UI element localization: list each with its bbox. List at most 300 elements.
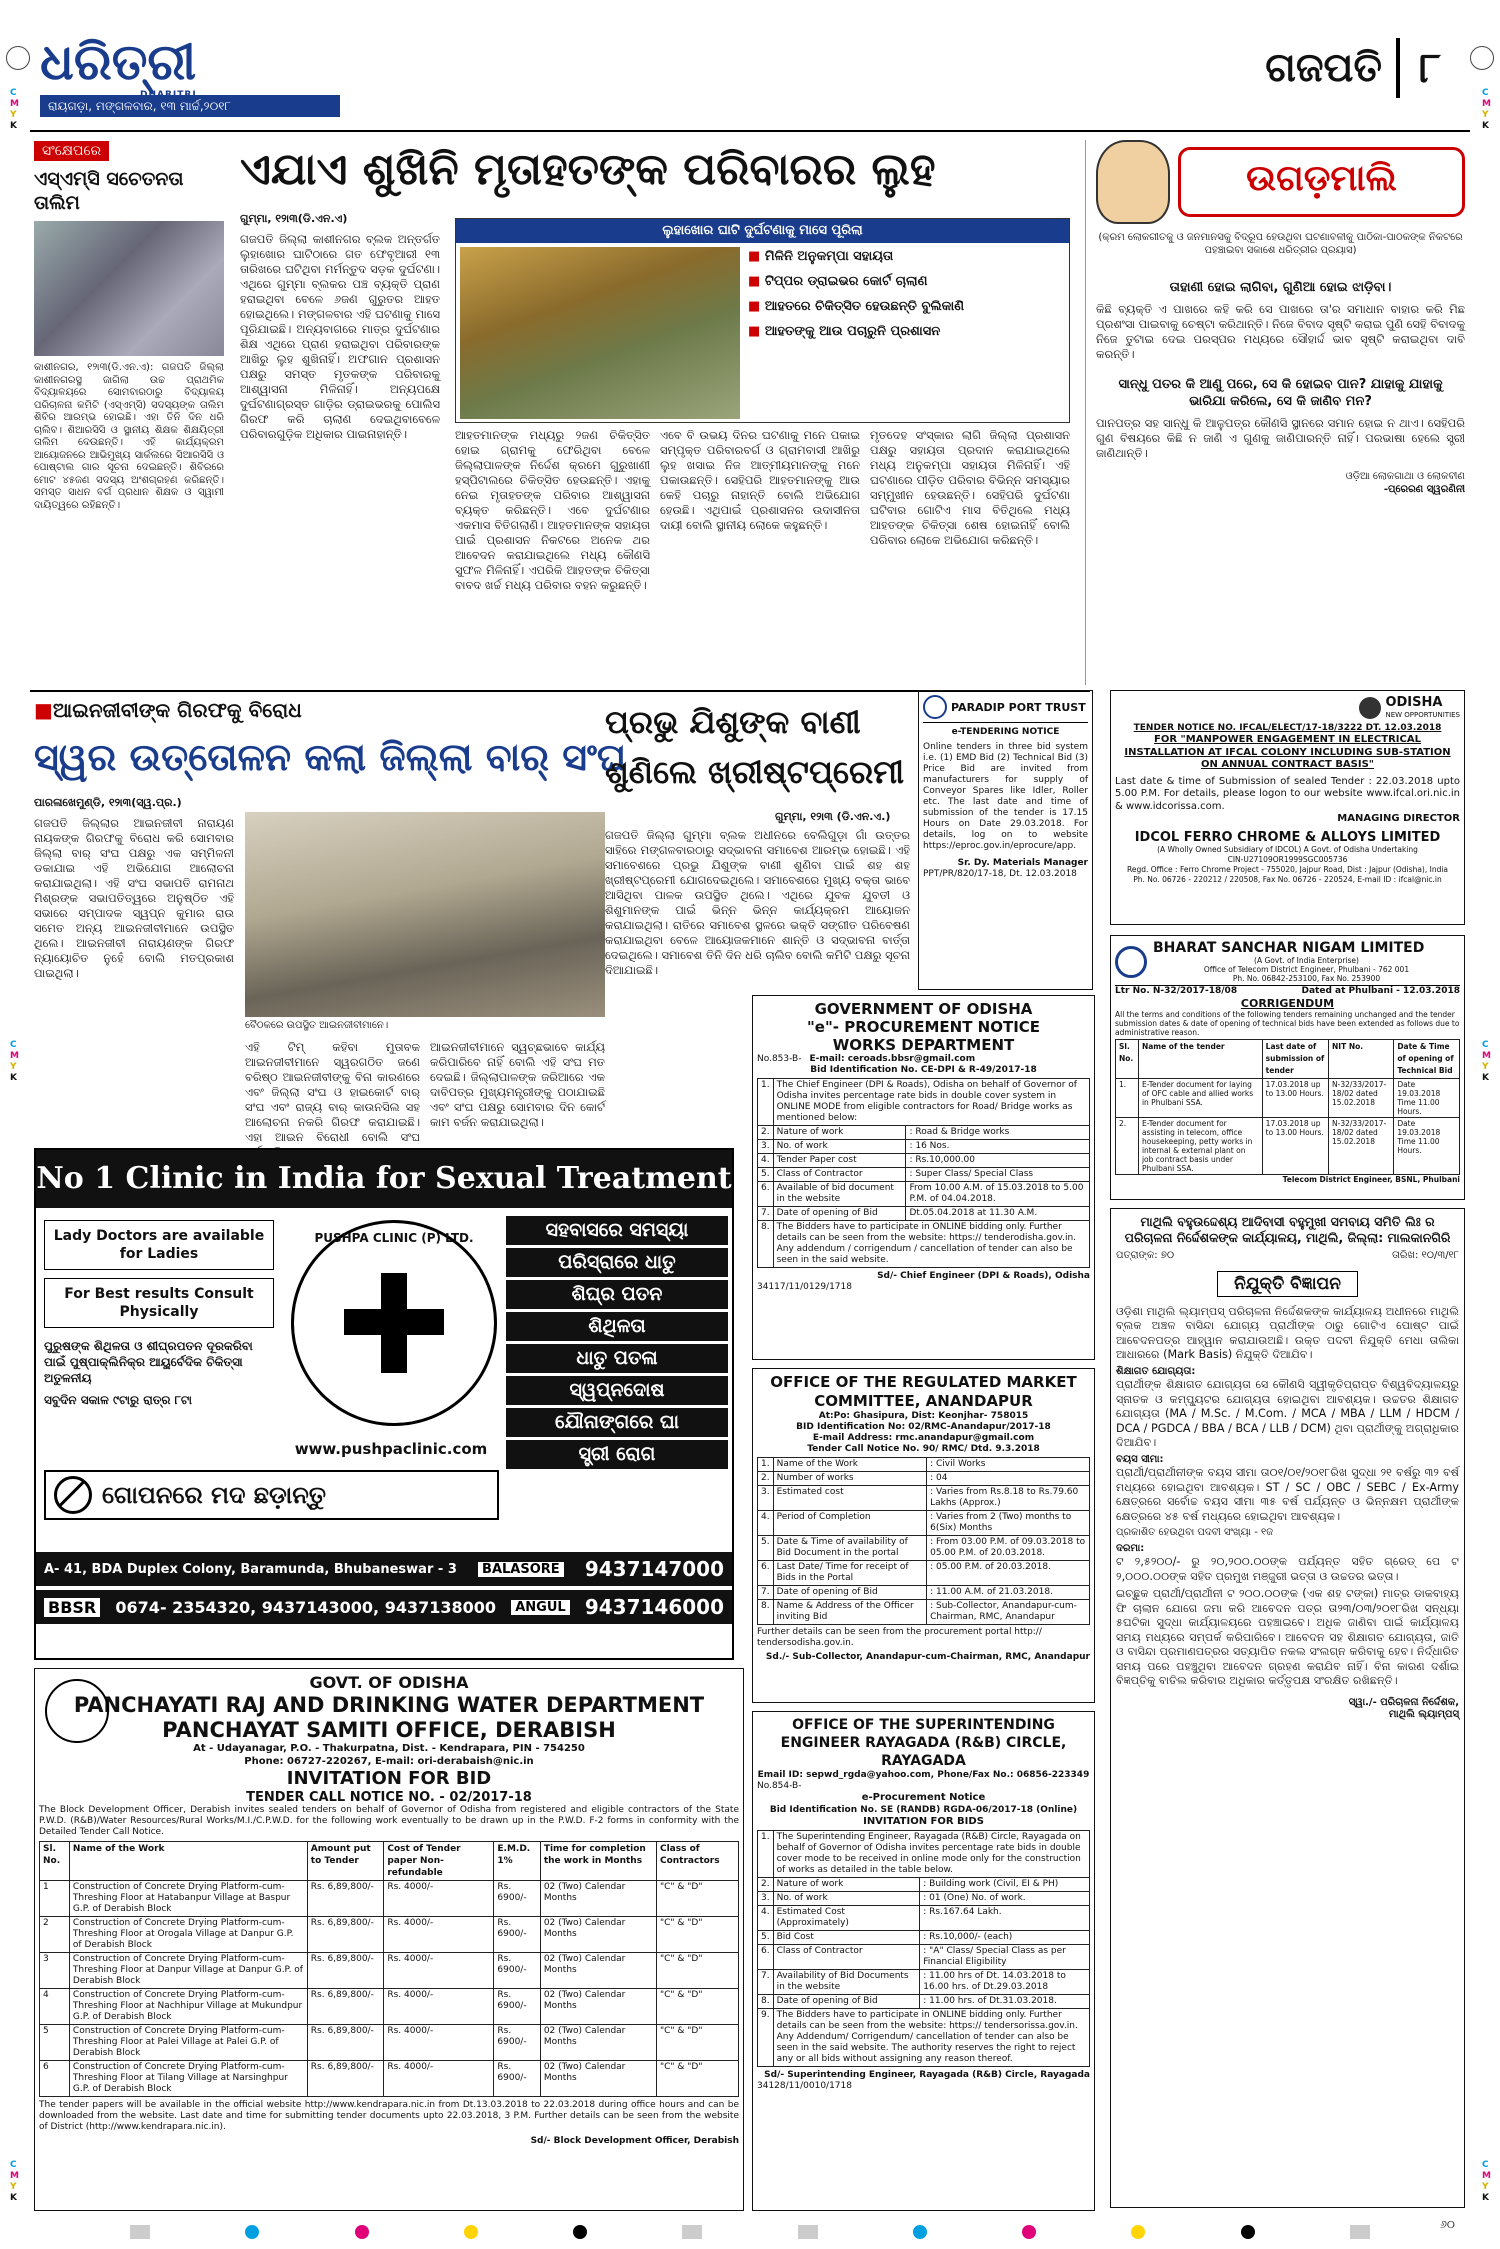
clinic-bbsr-phone: 0674- 2354320, 9437143000, 9437138000 <box>115 1597 497 1617</box>
table-cell: No. of work <box>773 1892 920 1906</box>
table-cell: : 01 (One) No. of work. <box>920 1892 1090 1906</box>
table-cell: E-Tender document for assisting in telecom, office housekeeping, petty works in internal & external plant on job contract basis under Phulbani SSA. <box>1138 1118 1262 1175</box>
ugadmali-intro: (କ୍ରମ ଲୋକଗୀତକୁ ଓ ଜନମାନସକୁ ବିଦ୍ରୂପ ହେଉଥିବା ଘଟଣାବଳୀକୁ ପାଠିକା-ପାଠକଙ୍କ ନିକଟରେ ପହଞ୍ଚାଇବା ସକାଶେ ଧରିତ୍ରୀର ପ୍ରୟାସ) <box>1098 232 1463 256</box>
table-cell: "C" & "D" <box>656 1989 738 2025</box>
bsnl-sub-2: Office of Telecom District Engineer, Phulbani - 762 001 <box>1203 965 1410 974</box>
table-cell: Name of the Work <box>773 1458 927 1472</box>
clinic-quit-banner <box>44 1470 499 1520</box>
registration-mark <box>1470 46 1494 70</box>
table-header: Name of the tender <box>1138 1040 1262 1079</box>
table-cell: 6 <box>40 2061 70 2097</box>
table-cell: : Super Class/ Special Class <box>906 1168 1090 1182</box>
table-cell: 7. <box>758 1586 774 1600</box>
lead-bullets <box>748 249 1063 339</box>
rayagada-h3: INVITATION FOR BIDS <box>863 1815 984 1827</box>
table-cell: 6. <box>758 1561 774 1586</box>
table-cell: Class of Contractor <box>773 1168 906 1182</box>
bsnl-table <box>1115 1039 1460 1175</box>
lead-bullet: ■ ଆହତରେ ଚିକିତ୍ସିତ ହେଉଛନ୍ତି ବୁଲିକାଣି <box>748 299 965 314</box>
masthead-logo: ଧରିତ୍ରୀ <box>40 32 197 91</box>
panchayat-phone: Phone: 06727-220267, E-mail: ori-derabaish@nic.in <box>244 1755 534 1767</box>
idcol-address: Regd. Office : Ferro Chrome Project - 755020, Jajpur Road, Dist : Jajpur (Odisha), India <box>1126 864 1449 874</box>
table-row <box>758 1458 1090 1472</box>
table-header: Amount put to Tender <box>307 1842 384 1881</box>
lawyers-kicker: ■ଆଇନଜୀବୀଙ୍କ ଗିରଫକୁ ବିରୋଧ <box>34 698 302 722</box>
table-cell: 1. <box>758 1458 774 1472</box>
color-bar <box>130 2225 1370 2239</box>
panchayat-call-no: TENDER CALL NOTICE NO. - 02/2017-18 <box>246 1790 532 1805</box>
table-row <box>758 1892 1090 1906</box>
table-cell: Nature of work <box>773 1878 920 1892</box>
table-cell: 17.03.2018 up to 13.00 Hours. <box>1262 1118 1328 1175</box>
table-cell: 4. <box>758 1906 774 1931</box>
lead-bullet: ■ ମିଳିନି ଅନୁକମ୍ପା ସହାୟତା <box>748 249 894 264</box>
bsnl-corrigendum: CORRIGENDUM <box>1240 997 1335 1010</box>
table-cell: Construction of Concrete Drying Platform-cum-Threshing Floor at Orogala Village at Danpur G.P. of Derabish Block <box>69 1917 307 1953</box>
table-cell: 7. <box>758 1970 774 1995</box>
table-row <box>758 1168 1090 1182</box>
clinic-address: A- 41, BDA Duplex Colony, Baramunda, Bhubaneswar - 3 <box>44 1561 457 1577</box>
table-cell: Rs. 4000/- <box>384 2061 494 2097</box>
market-email: E-mail Address: rmc.anandapur@gmail.com <box>812 1433 1035 1443</box>
panchayat-footer: The tender papers will be available in the official website http://www.kendrapara.nic.in from Dt.13.03.2018 to 22.03.2018 during office hours and can be downloaded from the website. Last date and time for submitting tender documents upto 22.03.2018, 3 P.M. Further details can be seen from the website of District (http://www.kendrapara.nic.in). <box>39 2100 739 2132</box>
table-cell: 2. <box>758 1126 774 1140</box>
lead-col-2: ଆହତମାନଙ୍କ ମଧ୍ୟରୁ ୨ଜଣ ଚିକିତ୍ସିତ ହୋଇ ଗ୍ରାମକୁ ଫେରିଥିବା ବେଳେ ଜିଲ୍ଲାପାଳଙ୍କ ନିର୍ଦ୍ଦେଶ କ୍ରମେ ଗୁରୁଖାଣୀ ହସ୍ପିଟାଲରେ ଚିକିତ୍ସିତ ହେଉଛନ୍ତି। ଏହାକୁ ନେଇ ମୃତାହତଙ୍କ ପରିବାର ଆଶ୍ୱାସନା ବ୍ୟକ୍ତ କରିଛନ୍ତି। ଏବେ ଦୁର୍ଘଟଣାର ଏକମାସ ବିତିଗଲାଣି। ଆହତମାନଙ୍କ ସହାୟତା ପାଇଁ ପ୍ରଶାସନ ନିକଟରେ ଅନେକ ଥର ଆବେଦନ କରାଯାଇଥିଲେ ମଧ୍ୟ କୌଣସି ସୁଫଳ ମିଳିନାହିଁ। ଏପରିକି ଆହତଙ୍କ ଚିକିତ୍ସା ବାବଦ ଖର୍ଚ୍ଚ ମଧ୍ୟ ପରିବାର ବହନ କରୁଛନ୍ତି। <box>455 428 650 592</box>
table-row <box>758 1600 1090 1625</box>
table-row <box>758 1511 1090 1536</box>
clinic-seal <box>291 1220 497 1426</box>
lead-col-1: ଗଜପତି ଜିଲ୍ଲା କାଶୀନଗର ବ୍ଲକ ଅନ୍ତର୍ଗତ ଲୁହାଖୋର ଘାଟିଠାରେ ଗତ ଫେବୃଆରୀ ୧୩ ତାରିଖରେ ଘଟିଥିବା ମର୍ମନ୍ତୁଦ ସଡ଼କ ଦୁର୍ଘଟଣା। ଏଥିରେ ଗୁମ୍ମା ବ୍ଲକର ପଞ୍ଚ ବ୍ୟକ୍ତି ପ୍ରାଣ ହରାଇଥିବା ବେଳେ ୬ଜଣ ଗୁରୁତର ଆହତ ହୋଇଥିଲେ। ମଙ୍ଗଳବାର ଏହି ଘଟଣାକୁ ମାସେ ପୂରିଯାଇଛି। ଅନ୍ୟବାଗରେ ମାତ୍ର ଦୁର୍ଘଟଣାର ଶିକ୍ଷ ଏଥିରେ ପ୍ରାଣ ହରାଇଥିବା ପରିବାରଙ୍କ ଆଖିରୁ ଲୁହ ଶୁଖିନାହିଁ। ଅଫଗାନ ପ୍ରଶାସନ ପକ୍ଷରୁ ସମସ୍ତ ମୃତକଙ୍କ ପରିବାରକୁ ଆଶ୍ୱାସନା ମିଳିନାହିଁ। ଅନ୍ୟପକ୍ଷେ ଦୁର୍ଘଟଣାଗ୍ରସ୍ତ ଗାଡ଼ିର ଡ୍ରାଇଭରକୁ ପୋଲିସ ଗିରଫ କରି ଚାଲାଣ ଦେଇଥିବାବେଳେ ପରିବାରଗୁଡ଼ିକ ଅଧିକାର ପାଇନାହାନ୍ତି। <box>240 232 440 441</box>
rayagada-sign: Sd/- Superintending Engineer, Rayagada (R&B) Circle, Rayagada <box>764 2070 1090 2080</box>
table-cell: Rs. 6,89,800/- <box>307 1917 384 1953</box>
table-row <box>40 2025 739 2061</box>
table-cell: 9. <box>758 2009 774 2067</box>
table-row <box>40 1953 739 1989</box>
clinic-item: ଯୌନାଙ୍ଗରେ ଘା <box>506 1408 728 1437</box>
table-cell: Date of opening of Bid <box>773 1586 927 1600</box>
panchayat-h3: PANCHAYAT SAMITI OFFICE, DERABISH <box>162 1718 616 1742</box>
bsnl-sign: Telecom District Engineer, BSNL, Phulbani <box>1282 1175 1460 1184</box>
table-cell: 4. <box>758 1511 774 1536</box>
recruit-age-head: ବୟସ ସୀମା: <box>1116 1453 1164 1465</box>
works-no: No.853-B- <box>757 1054 802 1064</box>
table-cell: Construction of Concrete Drying Platform-cum-Threshing Floor at Danpur Village at Danpur G.P. of Derabish Block <box>69 1953 307 1989</box>
brief-tag: ସଂକ୍ଷେପରେ <box>34 141 109 161</box>
clinic-website: www.pushpaclinic.com <box>294 1440 488 1458</box>
table-cell: Estimated Cost (Approximately) <box>773 1906 920 1931</box>
table-cell: 5. <box>758 1168 774 1182</box>
table-cell: Name & Address of the Officer inviting Bid <box>773 1600 927 1625</box>
table-cell: 3. <box>758 1140 774 1154</box>
ugadmali-sender: -ପ୍ରେରଣ ସ୍ୱରଣିନୀ <box>1383 483 1465 495</box>
table-cell: : Sub-Collector, Anandapur-cum-Chairman, RMC, Anandapur <box>927 1600 1090 1625</box>
ugadmali-credit: ଓଡ଼ିଆ ଲୋକଗାଥା ଓ ଲୋକବୀଣ <box>1345 471 1465 482</box>
cmyk-marker-left-bottom: C M Y K <box>10 2160 19 2203</box>
works-table <box>757 1078 1090 1268</box>
table-cell: Date 19.03.2018 Time 11.00 Hours. <box>1394 1079 1460 1118</box>
brief-column <box>34 140 224 700</box>
table-cell: 1. <box>758 1831 774 1878</box>
table-cell: Estimated cost <box>773 1486 927 1511</box>
table-cell: 1. <box>758 1079 774 1126</box>
panchayat-sign: Sd/- Block Development Officer, Derabish <box>530 2136 739 2146</box>
lead-bullet: ■ ଟିପ୍ପର ଡ୍ରାଇଭର କୋର୍ଟ ଚାଲାଣ <box>748 274 928 289</box>
cmyk-marker-right-bottom: C M Y K <box>1482 2160 1491 2203</box>
table-cell: 6. <box>758 1945 774 1970</box>
idcol-company: IDCOL FERRO CHROME & ALLOYS LIMITED <box>1134 829 1441 845</box>
table-cell: "C" & "D" <box>656 1881 738 1917</box>
clinic-ad <box>34 1148 734 1660</box>
lead-headline: ଏଯାଏ ଶୁଖିନି ମୃତାହତଙ୍କ ପରିବାରର ଲୁହ <box>240 144 936 195</box>
lead-photo-truck <box>460 247 740 419</box>
table-cell: 02 (Two) Calendar Months <box>540 1917 656 1953</box>
table-cell: 02 (Two) Calendar Months <box>540 1881 656 1917</box>
market-table <box>757 1457 1090 1625</box>
table-header: Sl. No. <box>1116 1040 1139 1079</box>
market-h1: OFFICE OF THE REGULATED MARKET COMMITTEE, ANANDAPUR <box>770 1373 1077 1410</box>
table-cell: : 11.00 hrs. of Dt.31.03.2018. <box>920 1995 1090 2009</box>
table-cell: Bid Cost <box>773 1931 920 1945</box>
table-cell: Dt.05.04.2018 at 11.30 A.M. <box>906 1207 1090 1221</box>
cmyk-marker-left-mid: C M Y K <box>10 1040 19 1083</box>
odisha-logo-icon <box>1359 697 1381 719</box>
table-cell: 2. <box>758 1878 774 1892</box>
table-row <box>758 1536 1090 1561</box>
table-cell: 1 <box>40 1881 70 1917</box>
recruit-body-1: ଓଡ଼ିଶା ମାଥିଲି ଲ୍ୟାମ୍‌ପସ୍‌ ପରିଚାଳନା ନିର୍ଦ୍ଦେଶକଙ୍କ କାର୍ଯ୍ୟାଳୟ ଅଧୀନରେ ମାଥିଲି ବ୍ଲକ ଅଞ୍ଚଳ ବାସିନ୍ଦା ଯୋଗ୍ୟ ପ୍ରାର୍ଥୀଙ୍କ ଠାରୁ ଗୋଟିଏ ପୋଷ୍ଟ ପାଇଁ ଆବେଦନପତ୍ର ଆହ୍ୱାନ କରାଯାଉଅଛି। ଉକ୍ତ ପଦବୀ ନିଯୁକ୍ତି ମେଧା ତାଲିକା ଆଧାରରେ (Mark Basis) ନିଯୁକ୍ତି ଦିଆଯିବ। <box>1116 1304 1459 1361</box>
table-row <box>40 1881 739 1917</box>
table-cell: : 04 <box>927 1472 1090 1486</box>
clinic-item: ସ୍ୱପ୍ନଦୋଷ <box>506 1376 728 1405</box>
table-cell: The Bidders have to participate in ONLINE bidding only. Further details can be seen from the website: https:// tenderodisha.gov.in. Any addendum / corrigendum / cancellation of tender can also be seen in the said website. <box>773 1221 1089 1268</box>
christ-headline-block <box>605 697 910 807</box>
recruit-body-2: ଇଚ୍ଛୁକ ପ୍ରାର୍ଥୀ/ପ୍ରାର୍ଥୀନୀ ଟ ୨୦୦.୦୦ଙ୍କ (ଏକ ଶହ ଟଙ୍କା) ମାତ୍ର ଡାକବାହ୍ୟ ଫି ଚାଲାନ ଯୋଗେ ଜମା କରି ଆବେଦନ ପତ୍ର ତା୨୩/୦୩/୨୦୧୮ରିଖ ସନ୍ଧ୍ୟା ୫ଘଟିକା ସୁଦ୍ଧା କାର୍ଯ୍ୟାଳୟରେ ପହଞ୍ଚାଇବେ। ଅଧିକ ଜାଣିବା ପାଇଁ କାର୍ଯ୍ୟାଳୟ ସମୟ ମଧ୍ୟରେ ସମ୍ପର୍କ କରିପାରିବେ। ଆବେଦନ ସହ ଶିକ୍ଷାଗତ ଯୋଗ୍ୟତା, ଜାତି ଓ ବାସିନ୍ଦା ପ୍ରମାଣପତ୍ରର ସତ୍ୟାପିତ ନକଲ ସଂଲଗ୍ନ କରିବାକୁ ହେବ। ନିର୍ଦ୍ଧାରିତ ସମୟ ପରେ ପହଞ୍ଚୁଥିବା ଆବେଦନ ଗ୍ରହଣ କରାଯିବ ନାହିଁ। ବିନା କାରଣ ଦର୍ଶାଇ ବିଜ୍ଞପ୍ତିକୁ ବାତିଲ କରିବାର ଅଧିକାର କର୍ତ୍ତୃପକ୍ଷ ସଂରକ୍ଷିତ ରଖିଛନ୍ତି। <box>1116 1587 1459 1687</box>
table-cell: Rs. 4000/- <box>384 1917 494 1953</box>
bsnl-ltr: Ltr No. N-32/2017-18/08 <box>1115 986 1238 996</box>
works-bid-id: Bid Identification No. CE-DPI & R-49/2017-18 <box>810 1065 1037 1075</box>
table-cell: Construction of Concrete Drying Platform-cum-Threshing Floor at Nachhipur Village at Mukundpur G.P. of Derabish Block <box>69 1989 307 2025</box>
clinic-odia-2: ସବୁଦିନ ସକାଳ ୯ଟାରୁ ରାତ୍ର ୮ଟା <box>44 1393 192 1407</box>
paradip-sign: Sr. Dy. Materials Manager <box>957 858 1088 868</box>
table-cell: "C" & "D" <box>656 1953 738 1989</box>
cartoon-face-icon <box>1096 140 1170 224</box>
table-cell: No. of work <box>773 1140 906 1154</box>
table-cell: Rs. 6900/- <box>494 1881 540 1917</box>
works-ref: 34117/11/0129/1718 <box>757 1282 852 1292</box>
table-header: E.M.D. 1% <box>494 1842 540 1881</box>
works-sign: Sd/- Chief Engineer (DPI & Roads), Odisha <box>877 1271 1090 1281</box>
lawyers-photo-caption: ବୈଠକରେ ଉପସ୍ଥିତ ଆଇନଜୀବୀମାନେ। <box>245 1020 389 1031</box>
bsnl-notice <box>1110 935 1465 1200</box>
masthead-rule <box>30 130 1470 132</box>
ugadmali-header <box>1096 140 1465 224</box>
table-cell: 8. <box>758 1221 774 1268</box>
rayagada-no: No.854-B- <box>757 1781 802 1791</box>
table-row <box>758 1831 1090 1878</box>
idcol-for: FOR "MANPOWER ENGAGEMENT IN ELECTRICAL INSTALLATION AT IFCAL COLONY INCLUDING SUB-STATION ON ANNUAL CONTRACT BASIS" <box>1124 734 1451 770</box>
cmyk-marker-right-mid: C M Y K <box>1482 1040 1491 1083</box>
table-cell: "C" & "D" <box>656 2061 738 2097</box>
page-number: ୮ <box>1419 43 1441 92</box>
table-header: Sl. No. <box>40 1842 70 1881</box>
idcol-contact: Ph. No. 06726 - 220212 / 220508, Fax No. 06726 - 220524, E-mail ID : ifcal@nic.in <box>1133 874 1442 884</box>
table-header: Date & Time of opening of Technical Bid <box>1394 1040 1460 1079</box>
recruit-pay-head: ଦରମା: <box>1116 1542 1145 1554</box>
table-cell: Period of Completion <box>773 1511 927 1536</box>
lawyers-col-1: ଗଜପତି ଜିଲ୍ଲାର ଆଇନଜୀବୀ ନାରାୟଣ ନାୟକଙ୍କ ଗିରଫକୁ ବିରୋଧ କରି ସୋମବାର ଜିଲ୍ଲା ବାର୍ ସଂଘ ପକ୍ଷରୁ ଏକ ସମ୍ମିଳନୀ ଡକାଯାଇ ଏହି ଅଭିଯୋଗ ଆଲୋଚନା କରାଯାଇଥିଲା। ଏହି ସଂଘ ସଭାପତି ରାମନାଥ ମିଶ୍ରଙ୍କ ସଭାପତିତ୍ୱରେ ଅନୁଷ୍ଠିତ ଏହି ସଭାରେ ସମ୍ପାଦକ ସ୍ୱପ୍ନ କୁମାର ରାଉ ସମେତ ଅନ୍ୟ ଆଇନଜୀବୀମାନେ ଉପସ୍ଥିତ ଥିଲେ। ଆଇନଜୀବୀ ନାରାୟଣଙ୍କ ଗିରଫ ନ୍ୟାୟୋଚିତ ନୁହେଁ ବୋଲି ମତପ୍ରକାଶ ପାଇଥିଲା। <box>34 816 234 980</box>
table-cell: : 11.00 A.M. of 21.03.2018. <box>927 1586 1090 1600</box>
idcol-cin: CIN-U27109OR1999SGC005736 <box>1227 854 1348 864</box>
table-row <box>40 2061 739 2097</box>
market-notice-no: Tender Call Notice No. 90/ RMC/ Dtd. 9.3.2018 <box>807 1444 1040 1454</box>
cmyk-marker-left-top: C M Y K <box>10 88 19 131</box>
table-cell: Nature of work <box>773 1126 906 1140</box>
table-header: Last date of submission of tender <box>1262 1040 1328 1079</box>
clinic-item: ଶିଘ୍ର ପତନ <box>506 1280 728 1309</box>
table-cell: : 05.00 P.M. of 20.03.2018. <box>927 1561 1090 1586</box>
ugadmali-verse-2: ସାନ୍ଧୁ ପତର କି ଆଣୁ ପରେ, ସେ କି ହୋଇବ ପାନ? ଯାହାକୁ ଯାହାକୁ ଭାରିଯା କରିଲେ, ସେ କି ଜାଣିବ ମନ? <box>1118 377 1443 409</box>
table-cell: : 11.00 hrs of Dt. 14.03.2018 to 16.00 hrs. of Dt.29.03.2018 <box>920 1970 1090 1995</box>
table-header: Time for completion the work in Months <box>540 1842 656 1881</box>
table-cell: Rs. 6,89,800/- <box>307 1989 384 2025</box>
clinic-lady-doctors: Lady Doctors are available for Ladies <box>44 1220 274 1270</box>
table-cell: 8. <box>758 1600 774 1625</box>
christ-headline-2: ଶୁଣିଲେ ଖ୍ରୀଷ୍ଟପ୍ରେମୀ <box>605 753 905 791</box>
recruit-pay: ଟ ୨,୫୨୦୦/- ରୁ ୨୦,୨୦୦.୦୦ଙ୍କ ପର୍ଯ୍ୟନ୍ତ ସହିତ ଗ୍ରେଡ୍ ପେ ଟ ୨,୦୦୦.୦୦ଙ୍କ ସହିତ ପ୍ରମୁଖ ମଞ୍ଜୁରୀ ଭତ୍ତା ଓ ଉଚ୍ଚତର ଭତ୍ତା। <box>1116 1555 1459 1583</box>
odisha-logo-text: ODISHA <box>1385 695 1443 710</box>
panchayat-notice <box>34 1668 744 2211</box>
table-cell: Date 19.03.2018 Time 11.00 Hours. <box>1394 1118 1460 1175</box>
table-header: Cost of Tender paper Non-refundable <box>384 1842 494 1881</box>
recruit-sign-2: ମାଥିଲି ଲ୍ୟାମ୍‌ପସ୍ <box>1388 1709 1459 1720</box>
works-email: E-mail: ceroads.bbsr@gmail.com <box>809 1054 976 1064</box>
panchayat-h1: GOVT. OF ODISHA <box>309 1673 469 1692</box>
table-cell: : Varies from 2 (Two) months to 6(Six) Months <box>927 1511 1090 1536</box>
table-header: Name of the Work <box>69 1842 307 1881</box>
table-row <box>758 1931 1090 1945</box>
christ-dateline: ଗୁମ୍ମା, ୧୨ା୩ (ଡି.ଏନ.ଏ.) <box>775 810 891 823</box>
recruit-notice <box>1110 1208 1465 2208</box>
table-cell: 1. <box>1116 1079 1139 1118</box>
panchayat-h2: PANCHAYATI RAJ AND DRINKING WATER DEPARTMENT <box>73 1693 705 1717</box>
recruit-qual-head: ଶିକ୍ଷାଗତ ଯୋଗ୍ୟତା: <box>1116 1365 1196 1377</box>
paradip-subtitle: e-TENDERING NOTICE <box>951 727 1060 737</box>
table-cell: : "A" Class/ Special Class as per Financial Eligibility <box>920 1945 1090 1970</box>
table-row <box>758 1878 1090 1892</box>
clinic-item: ଶିଥିଳତା <box>506 1312 728 1341</box>
table-cell: : Road & Bridge works <box>906 1126 1090 1140</box>
table-cell: Date of opening of Bid <box>773 1207 906 1221</box>
market-address: At:Po: Ghasipura, Dist: Keonjhar- 758015 <box>818 1411 1029 1421</box>
table-cell: : Rs.10,000.00 <box>906 1154 1090 1168</box>
bsnl-sub-3: Ph. No. 06842-253100, Fax No. 253900 <box>1232 974 1381 983</box>
clinic-angul-phone: 9437146000 <box>584 1595 724 1619</box>
table-cell: Availability of Bid Documents in the website <box>773 1970 920 1995</box>
table-cell: 5. <box>758 1931 774 1945</box>
works-h2: "e"- PROCUREMENT NOTICE <box>806 1018 1041 1036</box>
table-row <box>758 1906 1090 1931</box>
table-cell: The Bidders have to participate in ONLINE bidding only. Further details can be seen from the website: https:// tendersorissa.gov.in. Any Addendum/ Corrigendum/ cancellation of tender can also be seen in the said website. The authority reserves the right to reject any or all bids without assigning any reason thereof. <box>773 2009 1089 2067</box>
brief-headline: ଏସ୍‌ଏମ୍‌ସି ସଚେତନତା ତାଲିମ <box>34 168 184 214</box>
odisha-tagline: NEW OPPORTUNITIES <box>1385 711 1460 719</box>
lead-col-4: ମୃତଦେହ ସଂସ୍କାର ଲାଗି ଜିଲ୍ଲା ପ୍ରଶାସନ ପକ୍ଷରୁ ସହାୟତା ପ୍ରଦାନ କରାଯାଇଥିଲେ ମଧ୍ୟ ଅନୁକମ୍ପା ସହାୟତା ମିଳିନାହିଁ। ଏହି ଘଟଣାରେ ପୀଡ଼ିତ ପରିବାର ବିଭିନ୍ନ ସମସ୍ୟାର ସମ୍ମୁଖୀନ ହେଉଛନ୍ତି। ସେହିପରି ଦୁର୍ଘଟଣା ଘଟିବାର ଗୋଟିଏ ମାସ ବିତିଥିଲେ ମଧ୍ୟ ଆହତଙ୍କ ଚିକିତ୍ସା ଶେଷ ହୋଇନାହିଁ ବୋଲି ପରିବାର ଲୋକେ ଅଭିଯୋଗ କରିଛନ୍ତି। <box>870 428 1070 547</box>
lead-col-3: ଏବେ ବି ଉଭୟ ଦିନର ଘଟଣାକୁ ମନେ ପକାଇ ସମ୍ପୃକ୍ତ ପରିବାରବର୍ଗ ଓ ଗ୍ରାମବାସୀ ଆଖିରୁ ଲୁହ ଖସାଇ ନିଜ ଆତ୍ମୀୟମାନଙ୍କୁ ମନେ ପକାଉଛନ୍ତି। ସେହିପରି ଆହତମାନଙ୍କୁ ଆଉ କେହି ପଚାରୁ ନାହାନ୍ତି ବୋଲି ଅଭିଯୋଗ ହେଉଛି। ଏଥିପାଇଁ ପ୍ରଶାସନର ଉଦାସୀନତା ଦାୟୀ ବୋଲି ସ୍ଥାନୀୟ ଲୋକେ କହୁଛନ୍ତି। <box>660 428 860 532</box>
table-cell: "C" & "D" <box>656 1917 738 1953</box>
table-cell: 02 (Two) Calendar Months <box>540 1989 656 2025</box>
table-cell: 02 (Two) Calendar Months <box>540 1953 656 1989</box>
panchayat-h4: INVITATION FOR BID <box>286 1768 492 1789</box>
christ-headline-1: ପ୍ରଭୁ ଯିଶୁଙ୍କ ବାଣୀ <box>605 703 861 741</box>
table-row <box>758 1472 1090 1486</box>
table-row <box>40 1989 739 2025</box>
table-row <box>758 1126 1090 1140</box>
table-row <box>758 1207 1090 1221</box>
table-cell: Rs. 6900/- <box>494 1917 540 1953</box>
table-row <box>758 1154 1090 1168</box>
table-cell: : Rs.167.64 Lakh. <box>920 1906 1090 1931</box>
works-h1: GOVERNMENT OF ODISHA <box>814 1000 1033 1018</box>
idcol-notice <box>1110 690 1465 925</box>
table-cell: 8. <box>758 1995 774 2009</box>
table-cell: Rs. 6900/- <box>494 1953 540 1989</box>
christ-body: ଗଜପତି ଜିଲ୍ଲା ଗୁମ୍ମା ବ୍ଲକ ଅଧୀନରେ ବେଲିଗୁଡ଼ା ଗାଁ ଉତ୍ତର ସାହିରେ ମଙ୍ଗଳବାରଠାରୁ ସଦ୍ଭାବନା ସମାବେଶ ଆରମ୍ଭ ହୋଇଛି। ଏହି ସମାବେଶରେ ପ୍ରଭୁ ଯିଶୁଙ୍କ ବାଣୀ ଶୁଣିବା ପାଇଁ ଶହ ଶହ ଖ୍ରୀଷ୍ଟପ୍ରେମୀ ଯୋଗଦେଇଥିଲେ। ସମାବେଶରେ ମୁଖ୍ୟ ବକ୍ତା ଭାବେ ଆସିଥିବା ପାଳକ ଉପସ୍ଥିତ ଥିଲେ। ଏଥିରେ ଯୁବକ ଯୁବତୀ ଓ ଶିଶୁମାନଙ୍କ ପାଇଁ ଭିନ୍ନ ଭିନ୍ନ କାର୍ଯ୍ୟକ୍ରମ ଆୟୋଜନ କରାଯାଇଥିଲା। ରାତିରେ ସମାବେଶ ସ୍ଥଳରେ ଭକ୍ତି ସଙ୍ଗୀତ ପରିବେଷଣ କରାଯାଇଥିବା ବେଳେ ଆୟୋଜକମାନେ ଶାନ୍ତି ଓ ସଦ୍ଭାବନା ବାର୍ତ୍ତା ଦେଇଥିଲେ। ସମାବେଶ ତିନି ଦିନ ଧରି ଚାଲିବ ବୋଲି କମିଟି ପକ୍ଷରୁ ସୂଚନା ଦିଆଯାଇଛି। <box>605 828 910 977</box>
table-cell: 02 (Two) Calendar Months <box>540 2061 656 2097</box>
clinic-angul-label: ANGUL <box>511 1600 569 1615</box>
table-cell: 2 <box>40 1917 70 1953</box>
table-cell: 2. <box>758 1472 774 1486</box>
table-cell: : Civil Works <box>927 1458 1090 1472</box>
lead-kicker: ଲୁହାଖୋର ଘାଟି ଦୁର୍ଘଟଣାକୁ ମାସେ ପୂରିଲା <box>456 219 1069 243</box>
brief-body: କାଶୀନଗର, ୧୨ା୩(ଡି.ଏନ.ଏ): ଗଜପତି ଜିଲ୍ଲା କାଶୀନଗରସ୍ଥ ଜାଗିଲା ଉଚ୍ଚ ପ୍ରାଥମିକ ବିଦ୍ୟାଳୟରେ ସୋମବାରଠାରୁ ବିଦ୍ୟାଳୟ ପରିଚାଳନା କମିଟି (ଏସ୍‌ଏମ୍‌ସି) ସଦସ୍ୟଙ୍କ ତାଲିମ ଶିବିର ଆରମ୍ଭ ହୋଇଛି। ଏହା ତିନି ଦିନ ଧରି ଚାଲିବ। ଶିଆରସିସି ଓ ସ୍ଥାନୀୟ ଶିକ୍ଷକ ଶିକ୍ଷୟିତ୍ରୀ ତାଲିମ ଦେଉଛନ୍ତି। ଏହି କାର୍ଯ୍ୟକ୍ରମ ଆୟୋଜନରେ ଆଭିମୁଖ୍ୟ ସାର୍କଲରେ ସିଆରସିସି ଓ ପୋଷ୍ଟାଲ ଗାର ସୂଚନା ଦେଇଛନ୍ତି। ଶିବିରରେ ମୋଟ ୪୫ଜଣ ସଦସ୍ୟ ଅଂଶଗ୍ରହଣ କରିଛନ୍ତି। ସମସ୍ତ ସାଧନ ବର୍ଗ ପ୍ରଧାନ ଶିକ୍ଷକ ଓ ସ୍ୱାମୀ ଦାୟିତ୍ୱରେ ରହିଛନ୍ତି। <box>34 362 224 511</box>
table-cell: Rs. 6,89,800/- <box>307 2061 384 2097</box>
table-cell: Rs. 4000/- <box>384 1881 494 1917</box>
table-cell: The Chief Engineer (DPI & Roads), Odisha on behalf of Governor of Odisha invites percentage rate bids in double cover system in ONLINE MODE from eligible contractors for Road/ Bridge works as mentioned below: <box>773 1079 1089 1126</box>
table-cell: 3. <box>758 1892 774 1906</box>
table-cell: : 16 Nos. <box>906 1140 1090 1154</box>
table-cell: Rs. 6900/- <box>494 2061 540 2097</box>
market-sign: Sd./- Sub-Collector, Anandapur-cum-Chairman, RMC, Anandapur <box>765 1652 1090 1662</box>
table-cell: From 10.00 A.M. of 15.03.2018 to 5.00 P.M. of 04.04.2018. <box>906 1182 1090 1207</box>
bsnl-title: BHARAT SANCHAR NIGAM LIMITED <box>1153 940 1425 956</box>
table-cell: : Building work (Civil, EI & PH) <box>920 1878 1090 1892</box>
clinic-item: ସହବାସରେ ସମସ୍ୟା <box>506 1216 728 1245</box>
bsnl-dated: Dated at Phulbani - 12.03.2018 <box>1301 986 1460 996</box>
table-row <box>40 1917 739 1953</box>
recruit-age: ପ୍ରାର୍ଥୀ/ପ୍ରାର୍ଥୀନୀଙ୍କ ବୟସ ସୀମା ତା୦୧/୦୧/୨୦୧୮ରିଖ ସୁଦ୍ଧା ୨୧ ବର୍ଷରୁ ୩୨ ବର୍ଷ ମଧ୍ୟରେ ହୋଇଥିବା ଆବଶ୍ୟକ। ST / SC / OBC / SEBC / Ex-Army କ୍ଷେତ୍ରରେ ସର୍ବୋଚ୍ଚ ବୟସ ସୀମା ୩୫ ବର୍ଷ ପର୍ଯ୍ୟନ୍ତ ଓ ଭିନ୍ନକ୍ଷମ ପ୍ରାର୍ଥୀଙ୍କ କ୍ଷେତ୍ରରେ ୪୫ ବର୍ଷ ମଧ୍ୟରେ ହୋଇଥିବା ଆବଶ୍ୟକ। <box>1116 1466 1459 1523</box>
paradip-title: PARADIP PORT TRUST <box>951 700 1086 714</box>
recruit-post: ପ୍ରକାଶିତ ହେଉଥିବା ପଦବୀ ସଂଖ୍ୟା - ୧ଜ <box>1116 1527 1274 1538</box>
market-footer: Further details can be seen from the procurement portal http:// tendersodisha.gov.in. <box>757 1627 1042 1648</box>
table-row <box>758 1561 1090 1586</box>
cross-icon <box>359 1273 429 1373</box>
table-cell: Construction of Concrete Drying Platform-cum-Threshing Floor at Tilang Village at Narsinghpur G.P. of Derabish Block <box>69 2061 307 2097</box>
table-cell: N-32/33/2017-18/02 dated 15.02.2018 <box>1329 1079 1394 1118</box>
table-row <box>758 1970 1090 1995</box>
table-row <box>758 1486 1090 1511</box>
clinic-balasore-label: BALASORE <box>478 1562 564 1577</box>
rayagada-h2: e-Procurement Notice <box>861 1792 986 1803</box>
lawyers-dateline: ପାରଳାଖେମୁଣ୍ଡି, ୧୨ା୩(ସ୍ୱ.ପ୍ର.) <box>34 796 182 809</box>
lawyers-col-2: ଏହି ଟିମ୍ କହିବା ମୁତାବକ ଆଇନଜୀବୀମାନେ ସ୍ୱରଗଠିତ ଜଣେ ବରିଷ୍ଠ ଆଇନଜୀବୀଙ୍କୁ ବିନା କାରଣରେ ଏବଂ ଜିଲ୍ଲା ସଂଘ ଓ ହାଇକୋର୍ଟ ବାର୍ ସଂଘ ଏବଂ ରାଜ୍ୟ ବାର୍ କାଉନସିଲ ସହ ଆଲୋଚନା ନକରି ଗିରଫ କରାଯାଇଛି। ଏହା ଆଇନ ବିରୋଧୀ ବୋଲି ସଂଘ <box>245 1040 420 1144</box>
lead-dateline: ଗୁମ୍ମା, ୧୨ା୩(ଡି.ଏନ.ଏ) <box>240 212 348 225</box>
table-row <box>758 1945 1090 1970</box>
table-row <box>758 1586 1090 1600</box>
table-cell: Construction of Concrete Drying Platform-cum-Threshing Floor at Hatabanpur Village at Baspur G.P. of Derabish Block <box>69 1881 307 1917</box>
bsnl-body: All the terms and conditions of the following tenders remaining unchanged and the tender submission dates & date of opening of technical bids have been extended as follows due to administrative reason. <box>1115 1010 1460 1037</box>
table-header: Class of Contractors <box>656 1842 738 1881</box>
anchor-icon <box>923 695 947 719</box>
works-notice <box>752 995 1095 1360</box>
table-cell: Number of works <box>773 1472 927 1486</box>
idcol-notice-no: TENDER NOTICE NO. IFCAL/ELECT/17-18/3222 DT. 12.03.2018 <box>1133 723 1442 733</box>
rayagada-ref: 34128/11/0010/1718 <box>757 2081 852 2091</box>
odisha-emblem-icon <box>45 1679 109 1743</box>
ugadmali-column <box>1085 140 1465 685</box>
bsnl-sub-1: (A Govt. of India Enterprise) <box>1254 956 1359 965</box>
recruit-sign-1: ସ୍ୱା./- ପରିଚାଳନା ନିର୍ଦ୍ଦେଶକ, <box>1348 1696 1459 1708</box>
recruit-qual: ପ୍ରାର୍ଥୀଙ୍କ ଶିକ୍ଷାଗତ ଯୋଗ୍ୟତା ସେ କୌଣସି ସ୍ୱୀକୃତିପ୍ରାପ୍ତ ବିଶ୍ୱବିଦ୍ୟାଳୟରୁ ସ୍ନାତକ ଓ କମ୍ପ୍ୟୁଟର ଯୋଗ୍ୟତା ହୋଇଥିବା ଆବଶ୍ୟକ। ଉଚ୍ଚତର ଶିକ୍ଷାଗତ ଯୋଗ୍ୟତା (MA / M.Sc. / M.Com. / MCA / MBA / LLM / HDCM / DCA / PGDCA / BBA / BCA / LLB / DCM) ଥିବା ପ୍ରାର୍ଥୀଙ୍କୁ ଅଗ୍ରାଧିକାର ଦିଆଯିବ। <box>1116 1378 1459 1449</box>
clinic-odia-1: ପୁରୁଷଙ୍କ ଶିଥିଳତା ଓ ଶୀଘ୍ରପତନ ଦୂରକରିବା ପାଇଁ ପୁଷ୍ପାକ୍ଲିନିକ୍ର ଆୟୁର୍ବେଦିକ ଚିକିତ୍ସା ଅତୁଳନୀୟ <box>44 1339 253 1385</box>
lead-bullet: ■ ଆହତଙ୍କୁ ଆଉ ପଚାରୁନି ପ୍ରଶାସନ <box>748 324 941 339</box>
table-cell: 5 <box>40 2025 70 2061</box>
table-cell: Rs. 6900/- <box>494 1989 540 2025</box>
lead-photo-box <box>455 218 1070 423</box>
market-bid-id: BID Identification No: 02/RMC-Anandapur/2017-18 <box>796 1422 1051 1432</box>
ugadmali-verse-1: ତାହାଣୀ ହୋଇ ଲାଗିବା, ଗୁଣିଆ ହୋଇ ଝାଡ଼ିବା। <box>1169 280 1392 295</box>
table-cell: Rs. 4000/- <box>384 1989 494 2025</box>
recruit-date: ତାରିଖ: ୧୦/୩/୧୮ <box>1391 1250 1459 1261</box>
table-cell: Class of Contractor <box>773 1945 920 1970</box>
recruit-no: ପତ୍ରାଙ୍କ: ୭୦ <box>1116 1250 1175 1261</box>
table-cell: Rs. 6,89,800/- <box>307 1881 384 1917</box>
clinic-items <box>506 1216 728 1469</box>
lawyers-headline: ସ୍ୱର ଉତ୍ତୋଳନ କଲା ଜିଲ୍ଲା ବାର୍ ସଂଘ <box>34 734 627 779</box>
lawyers-col-3: ଆଇନଜୀବୀମାନେ ସ୍ୱଚ୍ଛଭାବେ କାର୍ଯ୍ୟ କରିପାରିବେ ନାହିଁ ବୋଲି ଏହି ସଂଘ ମତ ଦେଇଛି। ଜିଲ୍ଲାପାଳଙ୍କ ଜରିଆରେ ଏକ ଦାବିପତ୍ର ମୁଖ୍ୟମନ୍ତ୍ରୀଙ୍କୁ ପଠାଯାଇଛି ଏବଂ ସଂଘ ପକ୍ଷରୁ ସୋମବାର ଦିନ କୋର୍ଟ କାମ ବର୍ଜନ କରାଯାଇଥିଲା। <box>430 1040 605 1129</box>
table-cell: : Rs.10,000/- (each) <box>920 1931 1090 1945</box>
table-cell: "C" & "D" <box>656 2025 738 2061</box>
panchayat-intro: The Block Development Officer, Derabish invites sealed tenders on behalf of Governor of Odisha from registered and eligible contractors of the State P.W.D. (R&B)/Water Resources/Rural Works/M.I./C.P.W.D. for the following work eventually to be drawn up in the P.W.D. F-2 forms in conformity with the Detailed Tender Call Notice. <box>39 1805 739 1837</box>
table-cell: 2. <box>1116 1118 1139 1175</box>
rayagada-email: Email ID: sepwd_rgda@yahoo.com, Phone/Fax No.: 06856-223349 <box>757 1770 1090 1780</box>
bsnl-logo-icon <box>1115 946 1147 978</box>
table-cell: Available of bid document in the website <box>773 1182 906 1207</box>
table-cell: 02 (Two) Calendar Months <box>540 2025 656 2061</box>
table-cell: 7. <box>758 1207 774 1221</box>
footer-page-no: ୬୦ <box>1440 2218 1455 2231</box>
paradip-notice <box>918 690 1093 990</box>
table-row <box>1116 1118 1460 1175</box>
table-cell: Rs. 6,89,800/- <box>307 2025 384 2061</box>
table-row <box>758 1182 1090 1207</box>
recruit-title: ନିଯୁକ୍ତି ବିଜ୍ଞାପନ <box>1217 1271 1358 1297</box>
table-cell: The Superintending Engineer, Rayagada (R&B) Circle, Rayagada on behalf of Governor of Odisha invites percentage rate bids in double cover mode to be received in online mode only for the construction of works as detailed in the table below. <box>773 1831 1089 1878</box>
recruit-head: ମାଥିଲି ବହୁଉଦ୍ଦେଶ୍ୟ ଆଦିବାସୀ ବହୁମୁଖୀ ସମବାୟ ସମିତି ଲିଃ ର ପରିଚାଳନା ନିର୍ଦ୍ଦେଶକଙ୍କ କାର୍ଯ୍ୟାଳୟ, ମାଥିଲି, ଜିଲ୍ଲା: ମାଲକାନଗିରି <box>1124 1214 1451 1245</box>
table-cell: 17.03.2018 up to 13.00 Hours. <box>1262 1079 1328 1118</box>
rayagada-table <box>757 1830 1090 2067</box>
masthead-dateline: ରାୟଗଡ଼ା, ମଙ୍ଗଳବାର, ୧୩ ମାର୍ଚ୍ଚ,୨୦୧୮ <box>40 95 340 117</box>
table-cell: 6. <box>758 1182 774 1207</box>
table-cell: N-32/33/2017-18/02 dated 15.02.2018 <box>1329 1118 1394 1175</box>
table-cell: Rs. 6,89,800/- <box>307 1953 384 1989</box>
table-cell: 3 <box>40 1953 70 1989</box>
paradip-ref: PPT/PR/820/17-18, Dt. 12.03.2018 <box>923 869 1077 879</box>
cmyk-marker-right-top: C M Y K <box>1482 88 1491 131</box>
ugadmali-para-2: ପାନପତ୍ର ସହ ସାନ୍ଧୁ କି ଆଳୁପତ୍ର କୌଣସି ସ୍ଥାନରେ ସମାନ ହୋଇ ନ ଥାଏ। ସେହିପରି ଗୁଣ ବିଷୟରେ କିଛି ନ ଜାଣି ଏ ଗୁଣକୁ ଜାଣିପାରନ୍ତି ନାହିଁ। ପରଭାଷା ହେଲେ ସ୍ତ୍ରୀ ଜାଣିଥାନ୍ତି। <box>1096 416 1465 460</box>
table-cell: Rs. 4000/- <box>384 1953 494 1989</box>
table-cell: Rs. 4000/- <box>384 2025 494 2061</box>
clinic-title: No 1 Clinic in India for Sexual Treatment <box>36 1150 732 1208</box>
table-row <box>758 1221 1090 1268</box>
